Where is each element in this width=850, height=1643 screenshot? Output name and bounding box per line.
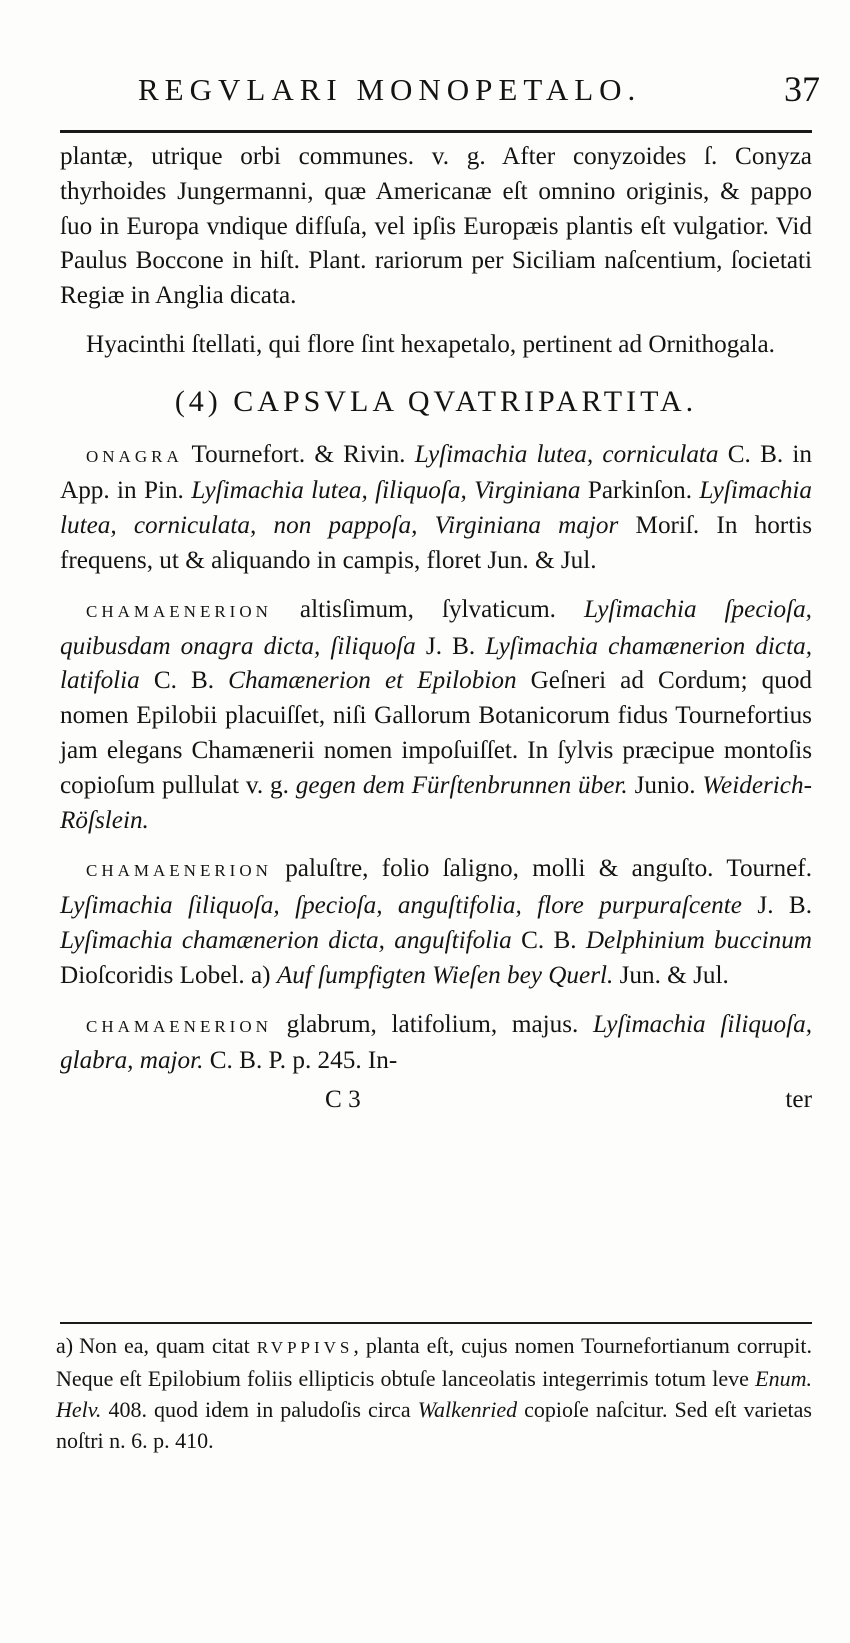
entry-text: glabrum, latifolium, majus. (271, 1010, 594, 1038)
page-header (0, 69, 850, 112)
entry-name: ONAGRA (86, 446, 183, 466)
page-bottom-line (60, 1083, 812, 1118)
footnote-italic: Enum. Helv. (56, 1366, 812, 1422)
footnote-segment: , planta eſt, cujus nomen Tournefortianum corrupit. Neque eſt Epilobium foliis ellipticis obtuſe lanceolatis integerrimis totum leve (56, 1333, 812, 1391)
footnote-italic: Walkenried (417, 1397, 518, 1422)
entry-text: altisſimum, ſylvaticum. (271, 595, 584, 623)
entry-italic: Lyſimachia ſiliquoſa, ſpecioſa, anguſtifolia, flore purpuraſcente (60, 892, 742, 920)
footnote (56, 1330, 812, 1456)
entry-text: Jun. & Jul. (613, 961, 729, 989)
main-text (60, 140, 812, 1118)
entry-italic: Lyſimachia lutea, corniculata, non pappoſa, Virginiana major (60, 477, 813, 540)
entry-italic: Lyſimachia chamænerion dicta, latifolia (60, 632, 813, 695)
header-rule (60, 130, 812, 133)
entry-text: C. B. in App. in Pin. (60, 440, 812, 505)
entry-italic: gegen dem Fürſtenbrunnen über. (295, 771, 628, 799)
footnote-smallcaps: RVPPIVS (256, 1338, 354, 1357)
entry-text: paluſtre, folio ſaligno, molli & anguſto. Tournef. (271, 855, 812, 883)
entry-italic: Weiderich-Röſslein. (60, 771, 812, 834)
entry-text: C. B. (139, 667, 229, 695)
entry-text: C. B. P. p. 245. In- (203, 1047, 398, 1075)
catchword: ter (785, 1086, 812, 1114)
entry-chamaenerion-glabrum (60, 1008, 812, 1080)
entry-text: Moriſ. In hortis frequens, ut & aliquando in campis, floret Jun. & Jul. (60, 512, 812, 574)
footnote-segment: Non ea, quam citat (79, 1333, 257, 1358)
entry-italic: Auf ſumpfigten Wieſen bey Querl. (276, 961, 614, 989)
page-number: 37 (784, 69, 820, 109)
footnote-label: a) (56, 1333, 74, 1358)
intro-paragraph-2: Hyacinthi ſtellati, qui flore ſint hexapetalo, pertinent ad Ornithogala. (86, 330, 775, 358)
entry-italic: Lyſimachia ſiliquoſa, glabra, major. (60, 1010, 812, 1075)
footnote-segment: copioſe naſcitur. Sed eſt varietas noſtri n. 6. p. 410. (56, 1397, 812, 1453)
entry-text: Parkinſon. (580, 477, 700, 505)
signature-mark: C 3 (325, 1086, 361, 1114)
entry-text: Junio. (627, 771, 703, 799)
entry-text: Dioſcoridis Lobel. a) (60, 961, 277, 989)
entry-text: Geſneri ad Cordum; quod nomen Epilobii placuiſſet, niſi Gallorum Botanicorum fidus Tournefortius jam elegans Chamænerii nomen impoſuiſſet. In ſylvis præcipue montoſis copioſum pullulat v. g. (60, 667, 813, 799)
entry-text: Tournefort. & Rivin. (182, 440, 415, 468)
footnote-text (56, 1330, 812, 1456)
entry-onagra (60, 438, 812, 579)
entry-italic: Chamænerion et Epilobion (228, 667, 517, 695)
entry-italic: Lyſimachia ſpecioſa, quibusdam onagra dicta, ſiliquoſa (60, 595, 812, 660)
entry-name: CHAMAENERION (86, 601, 272, 621)
entry-italic: Lyſimachia lutea, corniculata (414, 440, 719, 468)
entry-name: CHAMAENERION (86, 861, 272, 881)
entry-chamaenerion-palustre (60, 852, 812, 993)
entry-text: C. B. (511, 926, 586, 954)
entry-name: CHAMAENERION (86, 1016, 272, 1036)
entry-text: J. B. (741, 892, 813, 920)
entry-text: J. B. (415, 632, 486, 660)
footnote-rule (60, 1322, 812, 1324)
intro-paragraph-1: plantæ, utrique orbi communes. v. g. After conyzoides ſ. Conyza thyrhoides Jungermanni, quæ Americanæ eſt omnino originis, & pappo ſuo in Europa vndique difſuſa, vel ipſis Europæis plantis eſt vulgatior. Vid Paulus Boccone in hiſt. Plant. rariorum per Siciliam naſcentium, ſocietati Regiæ in Anglia dicata. (60, 143, 812, 310)
entry-italic: Lyſimachia chamænerion dicta, anguſtifolia (60, 926, 512, 954)
entry-chamaenerion-altissimum (60, 593, 812, 839)
entry-italic: Lyſimachia lutea, ſiliquoſa, Virginiana (191, 477, 581, 505)
section-heading: (4) CAPSVLA QVATRIPARTITA. (174, 384, 698, 418)
entry-italic: Delphinium buccinum (585, 926, 812, 954)
footnote-segment: 408. quod idem in paludoſis circa (101, 1397, 418, 1422)
running-head: REGVLARI MONOPETALO. (138, 72, 642, 107)
